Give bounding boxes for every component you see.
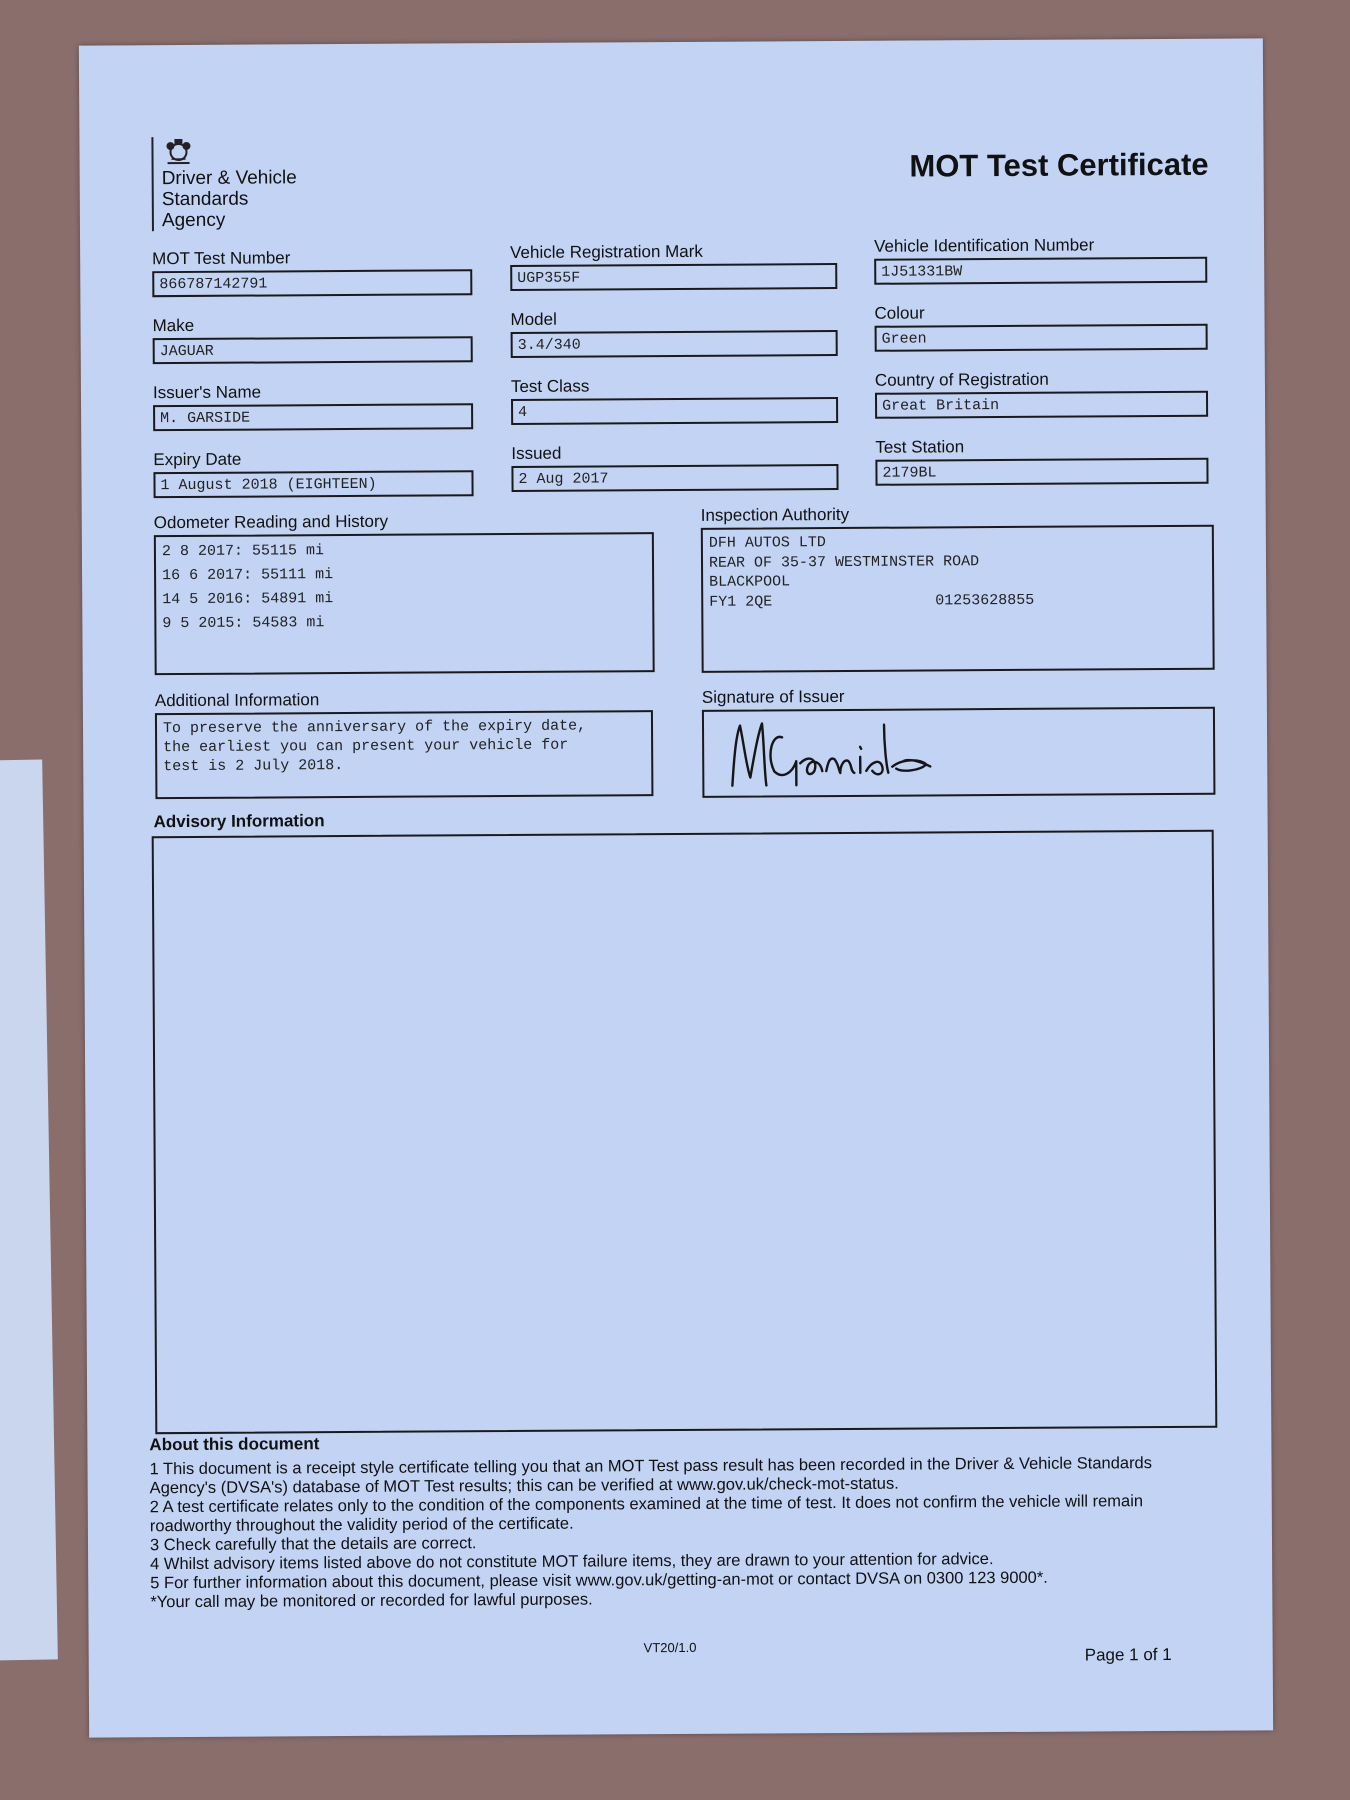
agency-name-line2: Standards [161,188,249,211]
vin-value: 1J51331BW [874,257,1207,285]
test-station-value: 2179BL [875,458,1208,486]
agency-name-line1: Driver & Vehicle [161,167,297,190]
odometer-history [154,532,655,675]
expiry-date-value: 1 August 2018 (EIGHTEEN) [153,470,473,498]
additional-info-line: the earliest you can present your vehicle for [163,736,569,757]
colour-value: Green [875,324,1208,352]
about-footnote: *Your call may be monitored or recorded for lawful purposes. [150,1590,593,1612]
mot-test-number-label: MOT Test Number [152,248,291,269]
dvsa-logo [151,136,297,231]
test-class-label: Test Class [510,376,590,396]
additional-info-box [155,710,654,799]
test-station-label: Test Station [875,437,965,457]
issued-value: 2 Aug 2017 [511,464,838,492]
about-item: 5 For further information about this document, please visit www.gov.uk/getting-an-mot or contact DVSA on 0300 123 9000*. [150,1568,1048,1593]
odometer-entry: 2 8 2017: 55115 mi [161,542,325,561]
test-class-value: 4 [511,397,838,425]
colour-label: Colour [874,303,925,323]
advisory-heading: Advisory Information [153,811,325,832]
authority-line: REAR OF 35-37 WESTMINSTER ROAD [708,552,980,572]
additional-info-label: Additional Information [154,690,320,711]
authority-phone: 01253628855 [935,591,1035,610]
additional-info-line: To preserve the anniversary of the expiry date, [162,717,587,738]
issued-label: Issued [511,443,562,463]
about-item: 2 A test certificate relates only to the condition of the components examined at the time of test. It does not confirm the vehicle will remain roadworthy throughout the validity period of the certificate. [149,1492,1144,1536]
background-paper-edge [0,759,58,1660]
signature-box [702,707,1216,798]
make-value: JAGUAR [153,336,473,364]
inspection-authority-label: Inspection Authority [700,504,850,525]
about-item: 4 Whilst advisory items listed above do not constitute MOT failure items, they are drawn to your attention for advice. [150,1550,994,1574]
signature-label: Signature of Issuer [701,686,845,707]
additional-info-line: test is 2 July 2018. [163,757,344,776]
mot-certificate-sheet [79,38,1273,1737]
inspection-authority-box [701,525,1215,673]
vrm-label: Vehicle Registration Mark [510,241,703,263]
handwritten-signature [726,714,966,795]
authority-line: BLACKPOOL [709,573,791,591]
model-label: Model [510,309,557,330]
mot-test-number-value: 866787142791 [152,269,472,297]
vrm-value: UGP355F [510,263,837,291]
form-code: VT20/1.0 [643,1639,697,1656]
make-label: Make [152,315,195,336]
odometer-entry: 16 6 2017: 55111 mi [162,566,334,585]
country-value: Great Britain [875,391,1208,419]
about-heading: About this document [149,1434,320,1455]
about-document-section [149,1429,1190,1612]
page-number: Page 1 of 1 [1084,1644,1172,1665]
authority-line: FY1 2QE [709,592,773,611]
odometer-entry: 9 5 2015: 54583 mi [162,614,325,633]
odometer-label: Odometer Reading and History [153,511,389,533]
authority-line: DFH AUTOS LTD [708,534,826,552]
odometer-entry: 14 5 2016: 54891 mi [162,590,334,609]
vin-label: Vehicle Identification Number [874,235,1095,256]
expiry-date-label: Expiry Date [153,449,242,470]
country-label: Country of Registration [874,369,1049,390]
agency-name-line3: Agency [161,209,226,232]
about-item: 3 Check carefully that the details are correct. [149,1534,477,1555]
issuer-name-value: M. GARSIDE [153,403,473,431]
page-title: MOT Test Certificate [909,146,1209,184]
issuer-name-label: Issuer's Name [152,382,262,403]
model-value: 3.4/340 [511,330,838,358]
royal-crest-icon [161,137,195,165]
advisory-box [152,830,1218,1434]
about-item: 1 This document is a receipt style certificate telling you that an MOT Test pass result has been recorded in the Driver & Vehicle Standards Agency's (DVSA's) database of MOT Test results; this can be verified at www.gov.uk/check-mot-status. [149,1454,1153,1498]
